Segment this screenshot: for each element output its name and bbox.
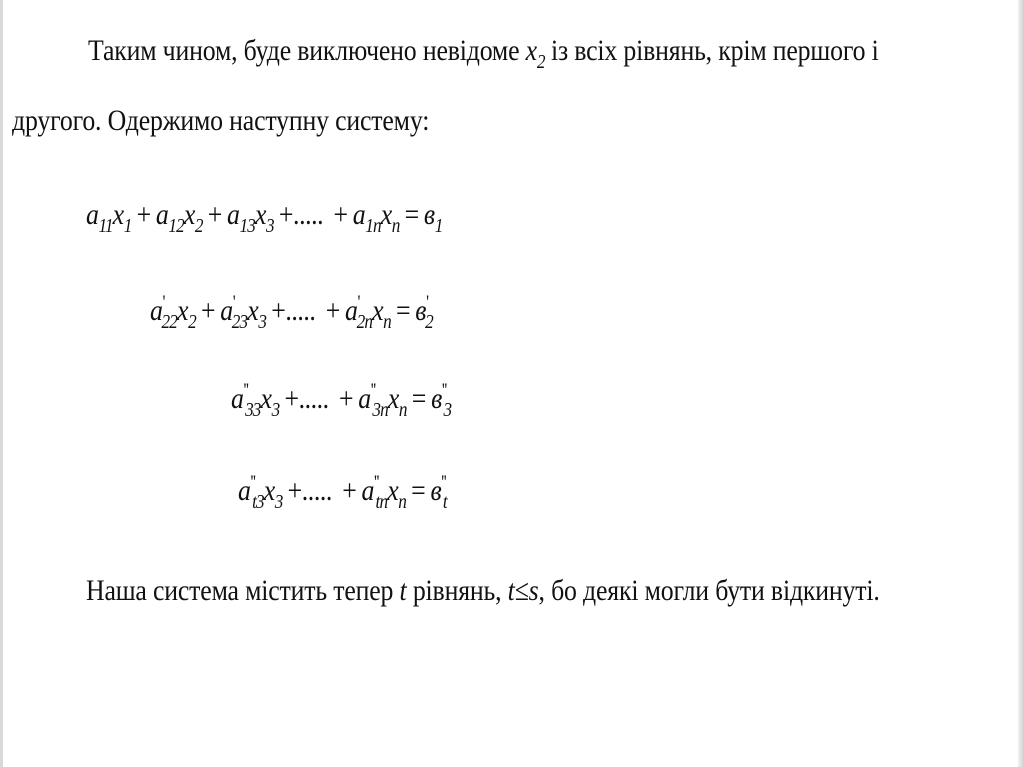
- eq1-coef-1-sub: 11: [98, 215, 113, 237]
- eq2-plus-1: +: [200, 294, 216, 327]
- eq2-coef-3-sub: 2n: [356, 311, 373, 333]
- eq1-plus-2: +: [207, 198, 222, 231]
- eq4-coef-2-prime: '': [373, 472, 379, 493]
- eq2-var-3-sub: n: [383, 311, 391, 333]
- eq1-var-4: x: [380, 198, 392, 231]
- eq3-coef-2: a: [358, 382, 371, 415]
- equation-3: [231, 374, 451, 427]
- eq1-plus-4: +: [333, 198, 348, 231]
- eq2-coef-1-prime: ': [162, 292, 165, 313]
- eq4-var-2: x: [387, 474, 399, 507]
- eq3-coef-2-sub: 3n: [372, 399, 388, 421]
- equation-1: [86, 198, 442, 243]
- eq1-equals: =: [404, 198, 419, 231]
- intro-line1-text: Таким чином, буде виключено невідоме: [88, 34, 526, 67]
- eq1-coef-3: a: [227, 198, 240, 231]
- eq1-coef-4-sub: 1n: [365, 215, 381, 237]
- eq1-var-1: x: [112, 198, 124, 231]
- conclusion-condition: t≤s: [507, 574, 539, 607]
- eq2-coef-2-sub: 23: [231, 311, 248, 333]
- eq4-plus-2: +: [342, 474, 357, 507]
- equation-4: [238, 466, 447, 519]
- eq3-equals: =: [411, 382, 426, 415]
- eq2-plus-3: +: [325, 294, 340, 327]
- eq3-coef-1-prime: '': [243, 380, 249, 401]
- eq2-coef-1-sub: 22: [161, 311, 178, 333]
- eq1-rhs: в: [423, 198, 435, 231]
- eq3-coef-2-prime: '': [370, 380, 376, 401]
- eq2-ellipsis: +.....: [271, 294, 316, 327]
- equation-2: [150, 286, 433, 339]
- eq2-rhs-prime: ': [426, 292, 429, 313]
- eq3-ellipsis: +.....: [284, 382, 329, 415]
- eq2-var-2: x: [247, 294, 259, 327]
- eq4-rhs-sub: t: [442, 491, 447, 513]
- eq4-coef-1-sub: t3: [252, 491, 264, 513]
- eq2-coef-2-prime: ': [232, 292, 236, 313]
- eq4-coef-2-sub: tn: [375, 491, 388, 513]
- right-edge-shadow: [1018, 0, 1024, 767]
- eq3-rhs-prime: '': [441, 380, 447, 401]
- conclusion-text-3: , бо деякі могли бути відкинуті.: [538, 574, 880, 607]
- eq3-coef-1-sub: 33: [245, 399, 261, 421]
- eq2-var-3: x: [372, 294, 384, 327]
- eq4-rhs-prime: '': [441, 472, 447, 493]
- eq1-coef-4: a: [352, 198, 366, 231]
- eq3-var-2: x: [387, 382, 399, 415]
- eq4-var-1: x: [263, 474, 275, 507]
- eq1-coef-1: a: [86, 198, 99, 231]
- eq2-coef-1: a: [150, 294, 163, 327]
- left-edge-line: [0, 0, 3, 767]
- eq1-var-3: x: [255, 198, 267, 231]
- eq2-coef-3: a: [345, 294, 358, 327]
- eq1-rhs-sub: 1: [434, 215, 443, 237]
- conclusion-text-2: рівнянь,: [406, 574, 508, 607]
- eq3-coef-1: a: [231, 382, 244, 415]
- eq1-var-2: x: [183, 198, 195, 231]
- eq2-rhs-sub: 2: [425, 311, 433, 333]
- eq4-var-2-sub: n: [398, 491, 406, 513]
- eq1-plus-1: +: [136, 198, 151, 231]
- intro-variable: x: [525, 34, 537, 67]
- eq2-coef-2: a: [220, 294, 233, 327]
- eq1-var-2-sub: 2: [194, 215, 203, 237]
- eq4-coef-2: a: [361, 474, 374, 507]
- conclusion-line: [86, 574, 880, 608]
- eq4-rhs: в: [430, 474, 442, 507]
- eq3-plus-2: +: [339, 382, 354, 415]
- intro-variable-subscript: 2: [536, 51, 545, 73]
- eq4-coef-1-prime: '': [250, 472, 256, 493]
- eq4-coef-1: a: [238, 474, 251, 507]
- eq2-var-2-sub: 3: [258, 311, 267, 333]
- eq1-coef-2: a: [155, 198, 169, 231]
- eq2-var-1-sub: 2: [188, 311, 196, 333]
- eq2-var-1: x: [177, 294, 189, 327]
- eq3-var-2-sub: n: [398, 399, 407, 421]
- conclusion-var-t: t: [399, 574, 407, 607]
- eq4-var-1-sub: 3: [274, 491, 283, 513]
- eq1-var-1-sub: 1: [123, 215, 132, 237]
- eq2-equals: =: [396, 294, 411, 327]
- eq3-rhs: в: [431, 382, 442, 415]
- eq1-coef-2-sub: 12: [168, 215, 184, 237]
- intro-line-2: другого. Одержимо наступну систему:: [12, 104, 430, 137]
- eq3-rhs-sub: 3: [443, 399, 452, 421]
- eq2-rhs: в: [415, 294, 427, 327]
- eq2-coef-3-prime: ': [357, 292, 361, 313]
- intro-line1-rest: із всіх рівнянь, крім першого і: [544, 34, 879, 67]
- eq4-equals: =: [411, 474, 426, 507]
- eq4-ellipsis: +.....: [287, 474, 332, 507]
- eq1-var-4-sub: n: [391, 215, 400, 237]
- eq1-coef-3-sub: 13: [239, 215, 256, 237]
- conclusion-text-1: Наша система містить тепер: [86, 574, 400, 607]
- eq3-var-1-sub: 3: [271, 399, 280, 421]
- eq1-var-3-sub: 3: [266, 215, 274, 237]
- eq1-ellipsis: +.....: [278, 198, 324, 231]
- intro-line-1: [88, 34, 879, 79]
- eq3-var-1: x: [260, 382, 272, 415]
